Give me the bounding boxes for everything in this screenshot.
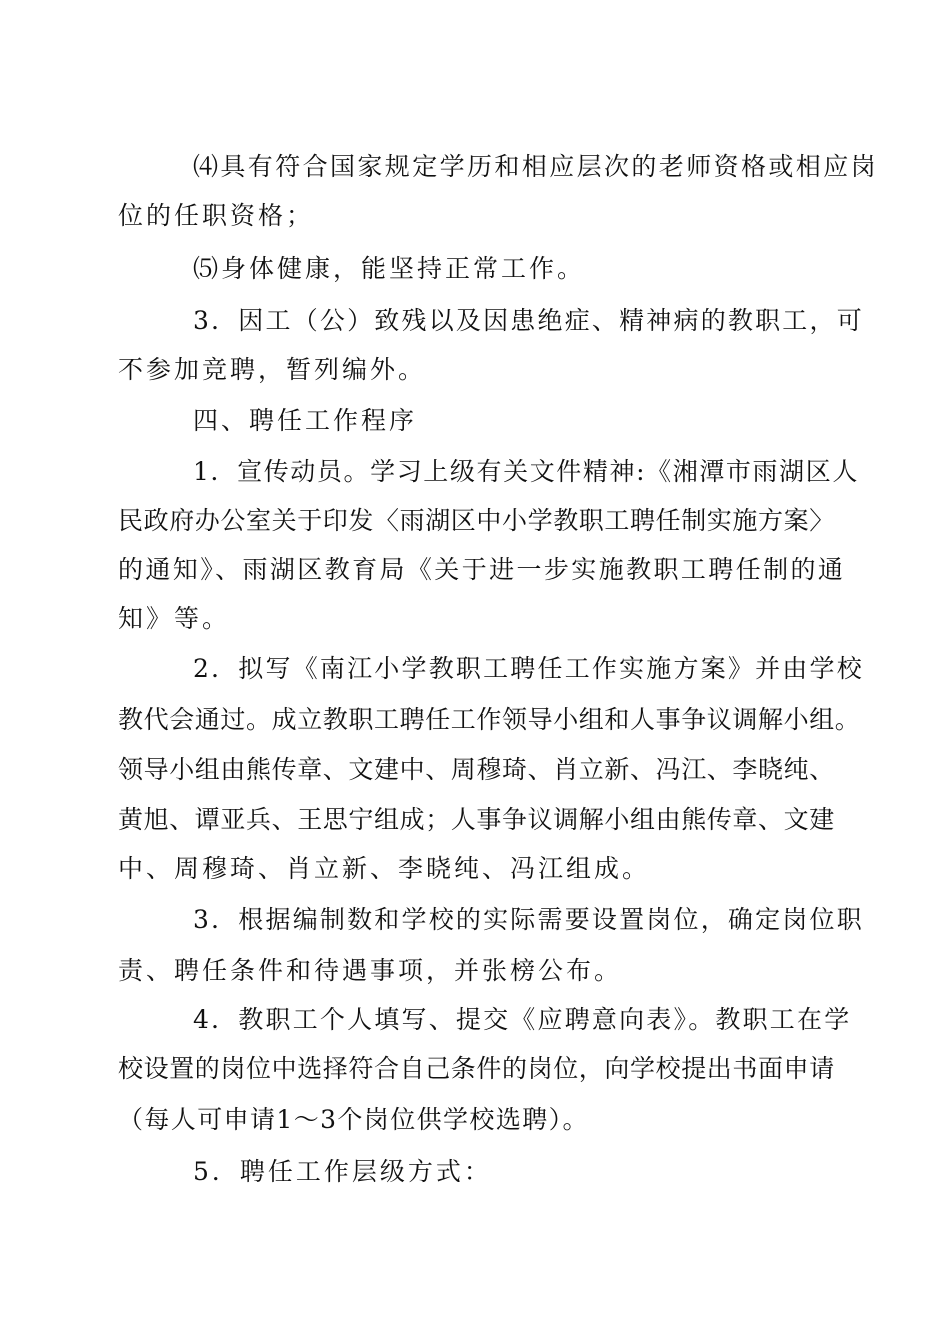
paragraph-line: ⑷具有符合国家规定学历和相应层次的老师资格或相应岗 xyxy=(193,152,879,181)
section-heading: 四、聘任工作程序 xyxy=(193,406,418,435)
paragraph-line: 领导小组由熊传章、文建中、周穆琦、肖立新、冯江、李晓纯、 xyxy=(118,755,835,784)
paragraph-line: 中、周穆琦、肖立新、李晓纯、冯江组成。 xyxy=(118,854,651,883)
paragraph-line: 教代会通过。成立教职工聘任工作领导小组和人事争议调解小组。 xyxy=(118,705,861,734)
paragraph-line: 责、聘任条件和待遇事项，并张榜公布。 xyxy=(118,956,623,985)
paragraph-line: 不参加竞聘，暂列编外。 xyxy=(118,355,427,384)
paragraph-line: 校设置的岗位中选择符合自己条件的岗位，向学校提出书面申请 xyxy=(118,1054,835,1083)
paragraph-line: 知》等。 xyxy=(118,604,231,633)
paragraph-line: （每人可申请1～3个岗位供学校选聘）。 xyxy=(118,1105,589,1134)
paragraph-line: 5．聘任工作层级方式： xyxy=(193,1157,492,1186)
paragraph-line: 3．因工（公）致残以及因患绝症、精神病的教职工，可 xyxy=(193,306,864,335)
paragraph-line: 的通知》、雨湖区教育局《关于进一步实施教职工聘任制的通 xyxy=(118,555,846,584)
paragraph-line: 2．拟写《南江小学教职工聘任工作实施方案》并由学校 xyxy=(193,654,864,683)
paragraph-line: 位的任职资格； xyxy=(118,201,315,230)
paragraph-line: 4．教职工个人填写、提交《应聘意向表》。教职工在学 xyxy=(193,1005,852,1034)
paragraph-line: 黄旭、谭亚兵、王思宁组成；人事争议调解小组由熊传章、文建 xyxy=(118,805,835,834)
paragraph-line: 民政府办公室关于印发〈雨湖区中小学教职工聘任制实施方案〉 xyxy=(118,506,835,535)
paragraph-line: 3．根据编制数和学校的实际需要设置岗位，确定岗位职 xyxy=(193,905,864,934)
paragraph-line: 1．宣传动员。学习上级有关文件精神:《湘潭市雨湖区人 xyxy=(193,457,859,486)
paragraph-line: ⑸身体健康，能坚持正常工作。 xyxy=(193,254,586,283)
